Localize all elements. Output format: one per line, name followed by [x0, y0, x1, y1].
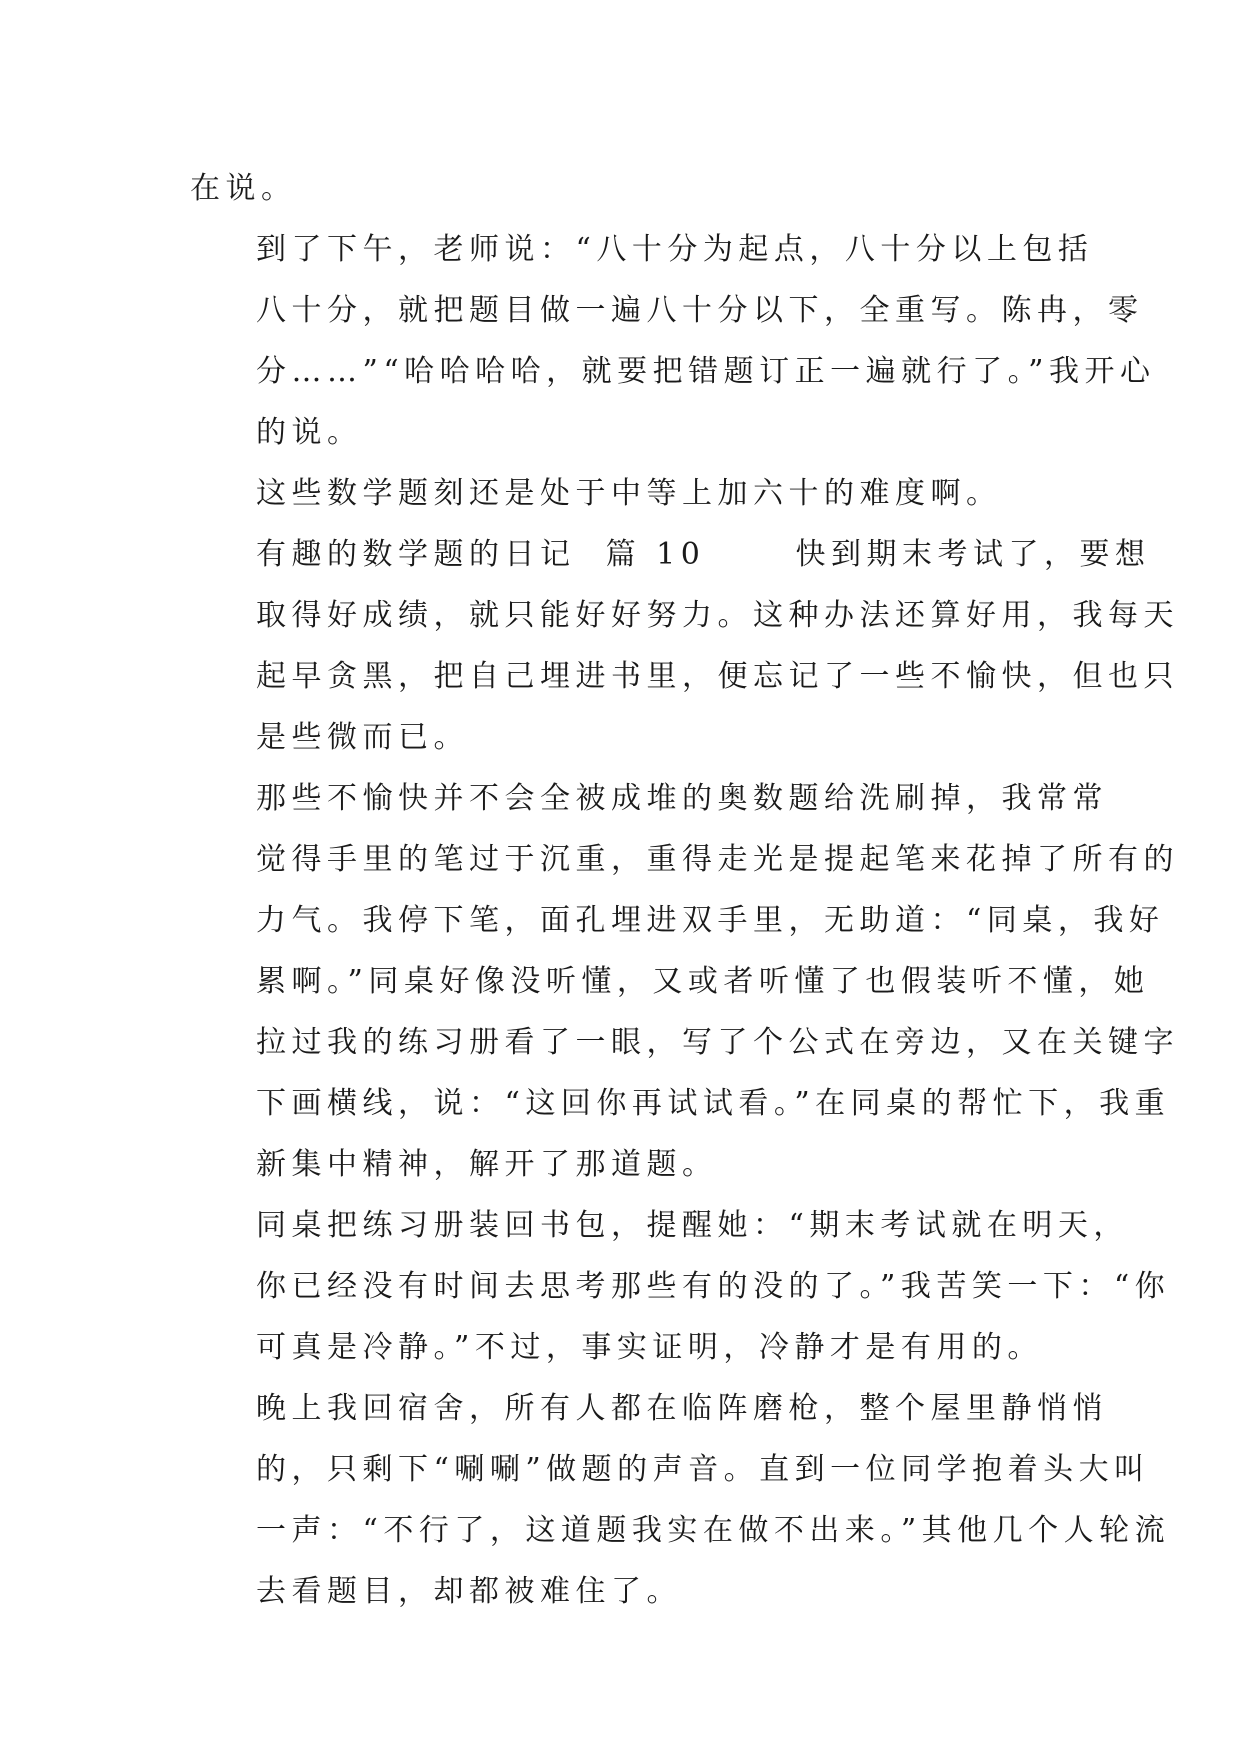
text-line: 觉得手里的笔过于沉重，重得走光是提起笔来花掉了所有的: [256, 842, 1179, 877]
text-line: 可真是冷静。”不过，事实证明，冷静才是有用的。: [256, 1330, 1043, 1365]
text-line: 起早贪黑，把自己埋进书里，便忘记了一些不愉快，但也只: [256, 659, 1179, 694]
text-line: 同桌把练习册装回书包，提醒她：“期末考试就在明天，: [256, 1208, 1129, 1243]
text-line: 分……”“哈哈哈哈，就要把错题订正一遍就行了。”我开心: [256, 354, 1156, 389]
paragraph-4: [190, 524, 1179, 768]
paragraph-7: [190, 1378, 1171, 1622]
paragraph-3: [190, 463, 1050, 524]
paragraph-2: [190, 219, 1156, 463]
text-line: 的，只剩下“唰唰”做题的声音。直到一位同学抱着头大叫: [256, 1452, 1150, 1487]
text-line: 晚上我回宿舍，所有人都在临阵磨枪，整个屋里静悄悄: [256, 1391, 1108, 1426]
paragraph-5: [190, 768, 1179, 1195]
text-line: 有趣的数学题的日记 篇 10 快到期末考试了，要想: [256, 537, 1151, 572]
text-line: 力气。我停下笔，面孔埋进双手里，无助道：“同桌，我好: [256, 903, 1165, 938]
text-line: 去看题目，却都被难住了。: [256, 1574, 682, 1609]
text-line: 这些数学题刻还是处于中等上加六十的难度啊。: [256, 476, 1002, 511]
text-line: 拉过我的练习册看了一眼，写了个公式在旁边，又在关键字: [256, 1025, 1179, 1060]
text-line: 是些微而已。: [256, 720, 469, 755]
text-line: 八十分，就把题目做一遍八十分以下，全重写。陈冉，零: [256, 293, 1144, 328]
text-line: 你已经没有时间去思考那些有的没的了。”我苦笑一下：“你: [256, 1269, 1171, 1304]
paragraph-1: [190, 158, 1050, 219]
paragraph-6: [190, 1195, 1171, 1378]
text-line: 取得好成绩，就只能好好努力。这种办法还算好用，我每天: [256, 598, 1179, 633]
text-line: 新集中精神，解开了那道题。: [256, 1147, 718, 1182]
document-body: [190, 158, 1179, 1622]
text-line: 的说。: [256, 415, 363, 450]
text-line: 累啊。”同桌好像没听懂，又或者听懂了也假装听不懂，她: [256, 964, 1150, 999]
text-line: 下画横线，说：“这回你再试试看。”在同桌的帮忙下，我重: [256, 1086, 1171, 1121]
text-line: 一声：“不行了，这道题我实在做不出来。”其他几个人轮流: [256, 1513, 1171, 1548]
text-line: 在说。: [190, 171, 297, 206]
text-line: 那些不愉快并不会全被成堆的奥数题给洗刷掉，我常常: [256, 781, 1108, 816]
text-line: 到了下午，老师说：“八十分为起点，八十分以上包括: [256, 232, 1094, 267]
